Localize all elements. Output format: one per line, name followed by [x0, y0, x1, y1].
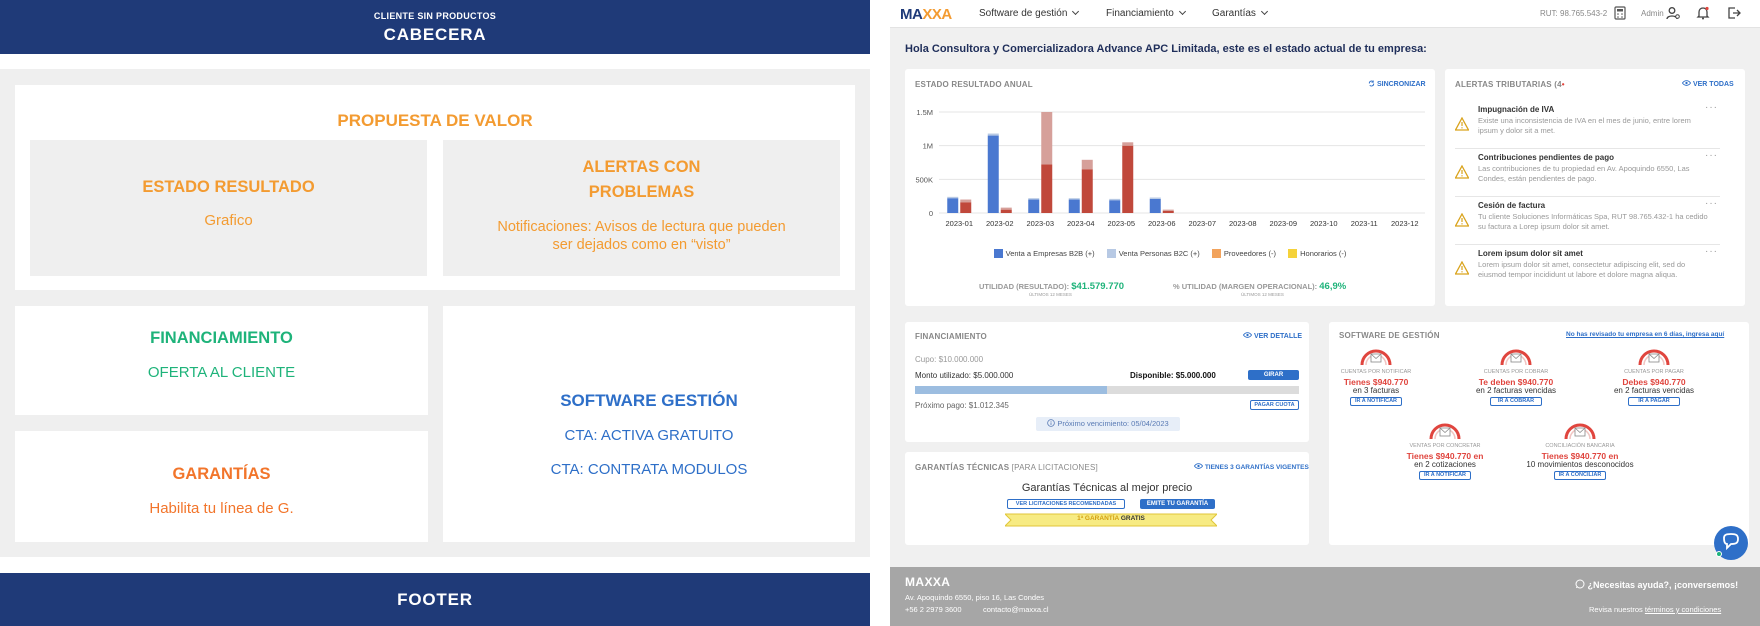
- bar-cost: [1041, 165, 1052, 213]
- x-tick-label: 2023-05: [1107, 219, 1136, 228]
- warning-icon: [1455, 165, 1469, 179]
- calculator-icon[interactable]: [1613, 6, 1627, 20]
- bar-cost-light: [1082, 160, 1093, 169]
- legend-b2c[interactable]: [1107, 249, 1200, 258]
- x-tick-label: 2023-03: [1026, 219, 1055, 228]
- utilidad-label: UTILIDAD (RESULTADO):: [979, 282, 1070, 291]
- alert-title: Contribuciones pendientes de pago: [1478, 153, 1615, 162]
- vencimiento-label: Próximo vencimiento: 05/04/2023: [1057, 419, 1169, 428]
- garant-panel-title-sub: [PARA LICITACIONES]: [1011, 463, 1098, 472]
- x-tick-label: 2023-08: [1228, 219, 1257, 228]
- bell-icon[interactable]: [1696, 6, 1710, 20]
- monto-text: Monto utilizado: $5.000.000: [915, 371, 1014, 380]
- gauge-label: CUENTAS POR PAGAR: [1624, 369, 1684, 375]
- gauge-action-button[interactable]: IR A PAGAR: [1628, 397, 1680, 406]
- alertas-title-label: ALERTAS TRIBUTARIAS: [1455, 80, 1552, 89]
- admin-label: Admin: [1641, 9, 1664, 18]
- bar-b2b: [1150, 199, 1161, 213]
- gauge-action-button[interactable]: IR A COBRAR: [1490, 397, 1542, 406]
- financ-title: FINANCIAMIENTO: [150, 329, 293, 347]
- margen-label: % UTILIDAD (MARGEN OPERACIONAL):: [1173, 282, 1318, 291]
- greeting-text: Hola Consultora y Comercializadora Advance APC Limitada, este es el estado actual de tu empresa:: [905, 43, 1427, 55]
- nav-financiamiento[interactable]: [1106, 8, 1185, 19]
- y-tick-label: 1M: [922, 141, 933, 151]
- bar-b2c: [1150, 198, 1161, 199]
- margen-value: 46,9%: [1319, 281, 1347, 292]
- alert-desc: Lorem ipsum dolor sit amet, consectetur adipiscing elit, sed do eiusmod tempor incididunt ut labore et dolore magna aliqua.: [1478, 260, 1686, 279]
- gauge-card: [1321, 346, 1431, 416]
- proximo-pago-text: Próximo pago: $1.012.345: [915, 401, 1009, 410]
- nav-garantias-label: Garantías: [1212, 8, 1256, 19]
- ver-todas-label: VER TODAS: [1692, 81, 1734, 88]
- garantias-card: [15, 431, 428, 542]
- wireframe-header: [0, 0, 870, 54]
- gauge-mail-icon: [1563, 420, 1597, 440]
- legend-proveedores[interactable]: [1212, 249, 1276, 258]
- eye-icon: [1243, 332, 1252, 338]
- info-icon: [1047, 419, 1055, 427]
- estado-placeholder-sub: Grafico: [204, 212, 253, 229]
- bar-b2c: [988, 134, 999, 136]
- x-tick-label: 2023-07: [1188, 219, 1217, 228]
- financiamiento-card: [15, 306, 428, 415]
- bar-b2b: [988, 136, 999, 213]
- warning-icon: [1455, 213, 1469, 227]
- sync-link[interactable]: [1368, 80, 1426, 88]
- nav-financiamiento-label: Financiamiento: [1106, 8, 1174, 19]
- bar-b2c: [1028, 198, 1039, 199]
- estado-chart: [905, 91, 1435, 241]
- alertas-panel: [1445, 69, 1745, 306]
- whatsapp-icon: [1575, 579, 1585, 589]
- wireframe-panel: [0, 0, 870, 626]
- software-title: SOFTWARE GESTIÓN: [560, 391, 738, 410]
- gauge-label: CUENTAS POR NOTIFICAR: [1340, 369, 1412, 375]
- more-options-icon[interactable]: ···: [1705, 198, 1718, 209]
- chat-button[interactable]: [1714, 526, 1748, 560]
- alert-desc: Las contribuciones de tu propiedad en Av. Apoquindo 6550, Las Condes, están pendientes de pago.: [1478, 164, 1690, 183]
- gauge-card: [1599, 346, 1709, 416]
- utilidad-sub: ÚLTIMOS 12 MESES: [1029, 292, 1072, 297]
- gauge-card: [1525, 420, 1635, 490]
- gauge-label: VENTAS POR CONCRETAR: [1409, 443, 1481, 449]
- legend-b2c-label: Venta Personas B2C (+): [1118, 249, 1200, 258]
- bar-b2c: [1069, 198, 1080, 199]
- legend-b2b-label: Venta a Empresas B2B (+): [1005, 249, 1095, 258]
- garantias-vigentes-label: TIENES 3 GARANTÍAS VIGENTES: [1204, 464, 1309, 471]
- garantias-headline: Garantías Técnicas al mejor precio: [1021, 482, 1193, 494]
- cupo-progress: [915, 386, 1299, 394]
- alert-desc: Tu cliente Soluciones Informáticas Spa, RUT 98.765.432-1 ha cedido su factura a Lorep ipsum dolor sit amet.: [1478, 212, 1708, 231]
- alert-desc: Existe una inconsistencia de IVA en el mes de junio, entre lorem ipsum y dolor sit a met.: [1478, 116, 1691, 135]
- gauge-card: [1390, 420, 1500, 490]
- sync-label: SINCRONIZAR: [1376, 81, 1426, 88]
- x-tick-label: 2023-12: [1390, 219, 1419, 228]
- software-cta-2: CTA: CONTRATA MODULOS: [550, 461, 748, 478]
- alertas-placeholder-title-2: PROBLEMAS: [588, 183, 695, 201]
- alert-title: Impugnación de IVA: [1478, 105, 1555, 114]
- bar-cost-light: [1041, 112, 1052, 165]
- gauge-label: CUENTAS POR COBRAR: [1483, 369, 1549, 375]
- garant-panel-title: [915, 463, 1098, 472]
- bar-b2b: [1069, 200, 1080, 213]
- x-tick-label: 2023-11: [1350, 219, 1378, 228]
- girar-button[interactable]: GIRAR: [1248, 370, 1299, 380]
- software-card: [443, 306, 855, 542]
- eye-icon: [1194, 463, 1203, 469]
- gauge-sub: en 3 facturas: [1352, 386, 1400, 395]
- gauge-mail-icon: [1637, 346, 1671, 366]
- ribbon-text-a: 1ª GARANTÍA: [1077, 515, 1119, 522]
- legend-honorarios[interactable]: [1288, 249, 1346, 258]
- bar-cost: [1163, 211, 1174, 213]
- eye-icon: [1682, 80, 1691, 86]
- cupo-progress-fill: [915, 386, 1107, 394]
- gauge-mail-icon: [1499, 346, 1533, 366]
- alertas-placeholder-title-1: ALERTAS CON: [582, 158, 701, 176]
- nav-software-label: Software de gestión: [979, 8, 1068, 19]
- rut-label: RUT: 98.765.543-2: [1540, 9, 1608, 18]
- x-tick-label: 2023-06: [1147, 219, 1176, 228]
- y-tick-label: 0: [928, 209, 933, 218]
- ver-detalle-label: VER DETALLE: [1253, 333, 1303, 340]
- chevron-down-icon: [1179, 8, 1186, 15]
- financiamiento-panel: [905, 322, 1309, 442]
- user-gear-icon[interactable]: [1666, 6, 1680, 20]
- footer-terms-link[interactable]: términos y condiciones: [1644, 605, 1722, 614]
- alertas-count: (4: [1554, 80, 1562, 89]
- footer-phone[interactable]: +56 2 2979 3600: [905, 605, 962, 614]
- ver-licitaciones-button[interactable]: VER LICITACIONES RECOMENDADAS: [1007, 499, 1125, 509]
- estado-placeholder: [30, 140, 427, 276]
- chevron-down-icon: [1072, 8, 1079, 15]
- bar-cost-light: [1122, 142, 1133, 145]
- footer-help[interactable]: [1575, 579, 1738, 590]
- online-dot: [1716, 551, 1722, 557]
- gauge-sub: 10 movimientos desconocidos: [1526, 460, 1634, 469]
- estado-resultado-panel: [905, 69, 1435, 306]
- dashboard-app: [890, 0, 1760, 626]
- margen-block: [1173, 281, 1346, 297]
- logout-icon[interactable]: [1727, 6, 1741, 20]
- alert-item[interactable]: [1455, 150, 1720, 197]
- app-footer: [890, 567, 1760, 626]
- warning-icon: [1455, 261, 1469, 275]
- wireframe-body: [0, 69, 870, 557]
- header-subtitle: CLIENTE SIN PRODUCTOS: [373, 11, 497, 21]
- bar-cost-light: [960, 200, 971, 203]
- legend-b2b[interactable]: [994, 249, 1095, 258]
- gauge-card: [1461, 346, 1571, 416]
- garantias-vigentes-link[interactable]: [1194, 463, 1309, 471]
- bar-cost: [960, 202, 971, 213]
- bar-cost: [1122, 146, 1133, 213]
- logo-part-a: MA: [900, 6, 923, 23]
- nav-software[interactable]: [979, 8, 1078, 19]
- alert-item[interactable]: [1455, 198, 1720, 245]
- gauge-value: Tienes $940.770: [1343, 377, 1409, 387]
- more-options-icon[interactable]: ···: [1705, 150, 1718, 161]
- propuesta-title: PROPUESTA DE VALOR: [337, 111, 533, 130]
- x-tick-label: 2023-04: [1066, 219, 1095, 228]
- footer-logo: MAXXA: [905, 575, 951, 589]
- alertas-placeholder: [443, 140, 840, 276]
- x-tick-label: 2023-02: [985, 219, 1014, 228]
- garant-title: GARANTÍAS: [172, 465, 271, 483]
- sync-icon: [1368, 80, 1375, 87]
- financ-sub: OFERTA AL CLIENTE: [147, 364, 296, 381]
- bar-b2c: [947, 197, 958, 198]
- more-options-icon[interactable]: ···: [1705, 246, 1718, 257]
- bar-b2b: [947, 198, 958, 213]
- bar-b2b: [1109, 200, 1120, 213]
- footer-terms: [1589, 605, 1721, 614]
- pagar-cuota-button[interactable]: PAGAR CUOTA: [1250, 400, 1299, 410]
- y-tick-label: 1.5M: [916, 108, 933, 117]
- ribbon-text: [1005, 515, 1217, 522]
- bar-b2c: [1109, 199, 1120, 200]
- legend-honorarios-label: Honorarios (-): [1300, 249, 1347, 258]
- ver-todas-link[interactable]: [1682, 80, 1734, 88]
- gauge-mail-icon: [1359, 346, 1393, 366]
- header-title: CABECERA: [383, 25, 487, 44]
- cupo-text: Cupo: $10.000.000: [915, 355, 984, 364]
- ribbon-text-b: GRATIS: [1120, 515, 1145, 522]
- estado-placeholder-title: ESTADO RESULTADO: [142, 178, 315, 196]
- x-tick-label: 2023-10: [1309, 219, 1338, 228]
- disponible-text: Disponible: $5.000.000: [1130, 371, 1216, 380]
- alert-title: Lorem ipsum dolor sit amet: [1478, 249, 1583, 258]
- software-revisar-link[interactable]: No has revisado tu empresa en 6 días, ingresa aquí: [1566, 331, 1725, 338]
- footer-help-label: ¿Necesitas ayuda?, ¡conversemos!: [1587, 580, 1739, 590]
- chevron-down-icon: [1261, 8, 1268, 15]
- footer-address: Av. Apoquindo 6550, piso 16, Las Condes: [905, 593, 1044, 602]
- gauge-sub: en 2 facturas vencidas: [1475, 386, 1557, 395]
- y-tick-label: 500K: [915, 175, 933, 185]
- bar-b2b: [1028, 200, 1039, 213]
- gauge-value: Tienes $940.770 en: [1541, 451, 1619, 461]
- bar-cost-light: [1001, 208, 1012, 210]
- top-nav: [890, 0, 1760, 28]
- alert-title: Cesión de factura: [1478, 201, 1546, 210]
- bar-cost-light: [1163, 210, 1174, 211]
- footer-email[interactable]: contacto@maxxa.cl: [983, 605, 1049, 614]
- utilidad-value: $41.579.770: [1071, 281, 1125, 292]
- bar-cost: [1082, 169, 1093, 213]
- gauge-label: CONCILIACIÓN BANCARIA: [1545, 443, 1615, 449]
- vencimiento-badge: [1036, 417, 1180, 431]
- x-tick-label: 2023-09: [1269, 219, 1298, 228]
- gauge-value: Tienes $940.770 en: [1406, 451, 1484, 461]
- alertas-placeholder-sub-2: ser dejados como en “visto”: [552, 237, 731, 253]
- alertas-title: ALERTAS TRIBUTARIAS (4•: [1455, 80, 1565, 89]
- estado-title: ESTADO RESULTADO ANUAL: [915, 80, 1033, 89]
- emite-garantia-button[interactable]: EMITE TU GARANTÍA: [1140, 499, 1215, 509]
- maxxa-logo[interactable]: [900, 6, 952, 23]
- alert-item[interactable]: [1455, 246, 1720, 293]
- gauge-action-button[interactable]: IR A NOTIFICAR: [1350, 397, 1402, 406]
- nav-garantias[interactable]: [1212, 8, 1267, 19]
- garantias-panel: [905, 452, 1309, 545]
- gauge-sub: en 2 facturas vencidas: [1613, 386, 1695, 395]
- wireframe-footer: FOOTER: [0, 573, 870, 626]
- legend-proveedores-label: Proveedores (-): [1223, 249, 1277, 258]
- x-tick-label: 2023-01: [945, 219, 974, 228]
- footer-terms-a: Revisa nuestros: [1589, 605, 1643, 614]
- gauge-action-button[interactable]: IR A CONCILIAR: [1554, 471, 1606, 480]
- garant-sub: Habilita tu línea de G.: [149, 500, 294, 517]
- bar-cost: [1001, 210, 1012, 213]
- alertas-placeholder-sub-1: Notificaciones: Avisos de lectura que pueden: [497, 219, 786, 235]
- gauge-value: Te deben $940.770: [1478, 377, 1554, 387]
- margen-sub: ÚLTIMOS 12 MESES: [1241, 292, 1284, 297]
- garant-panel-title-label: GARANTÍAS TÉCNICAS: [915, 463, 1010, 472]
- warning-icon: [1455, 117, 1469, 131]
- more-options-icon[interactable]: ···: [1705, 102, 1718, 113]
- logo-part-b: XXA: [922, 6, 952, 23]
- software-panel-title: SOFTWARE DE GESTIÓN: [1339, 331, 1440, 340]
- propuesta-card: [15, 85, 855, 290]
- software-panel: [1329, 322, 1749, 545]
- financ-panel-title: FINANCIAMIENTO: [915, 332, 987, 341]
- gauge-sub: en 2 cotizaciones: [1414, 460, 1476, 469]
- gauge-value: Debes $940.770: [1622, 377, 1686, 387]
- ver-detalle-link[interactable]: [1243, 332, 1302, 340]
- gauge-mail-icon: [1428, 420, 1462, 440]
- alert-item[interactable]: [1455, 102, 1720, 149]
- software-cta-1: CTA: ACTIVA GRATUITO: [564, 427, 734, 444]
- gauge-action-button[interactable]: IR A NOTIFICAR: [1419, 471, 1471, 480]
- utilidad-block: [979, 281, 1124, 297]
- chart-legend: [905, 249, 1435, 258]
